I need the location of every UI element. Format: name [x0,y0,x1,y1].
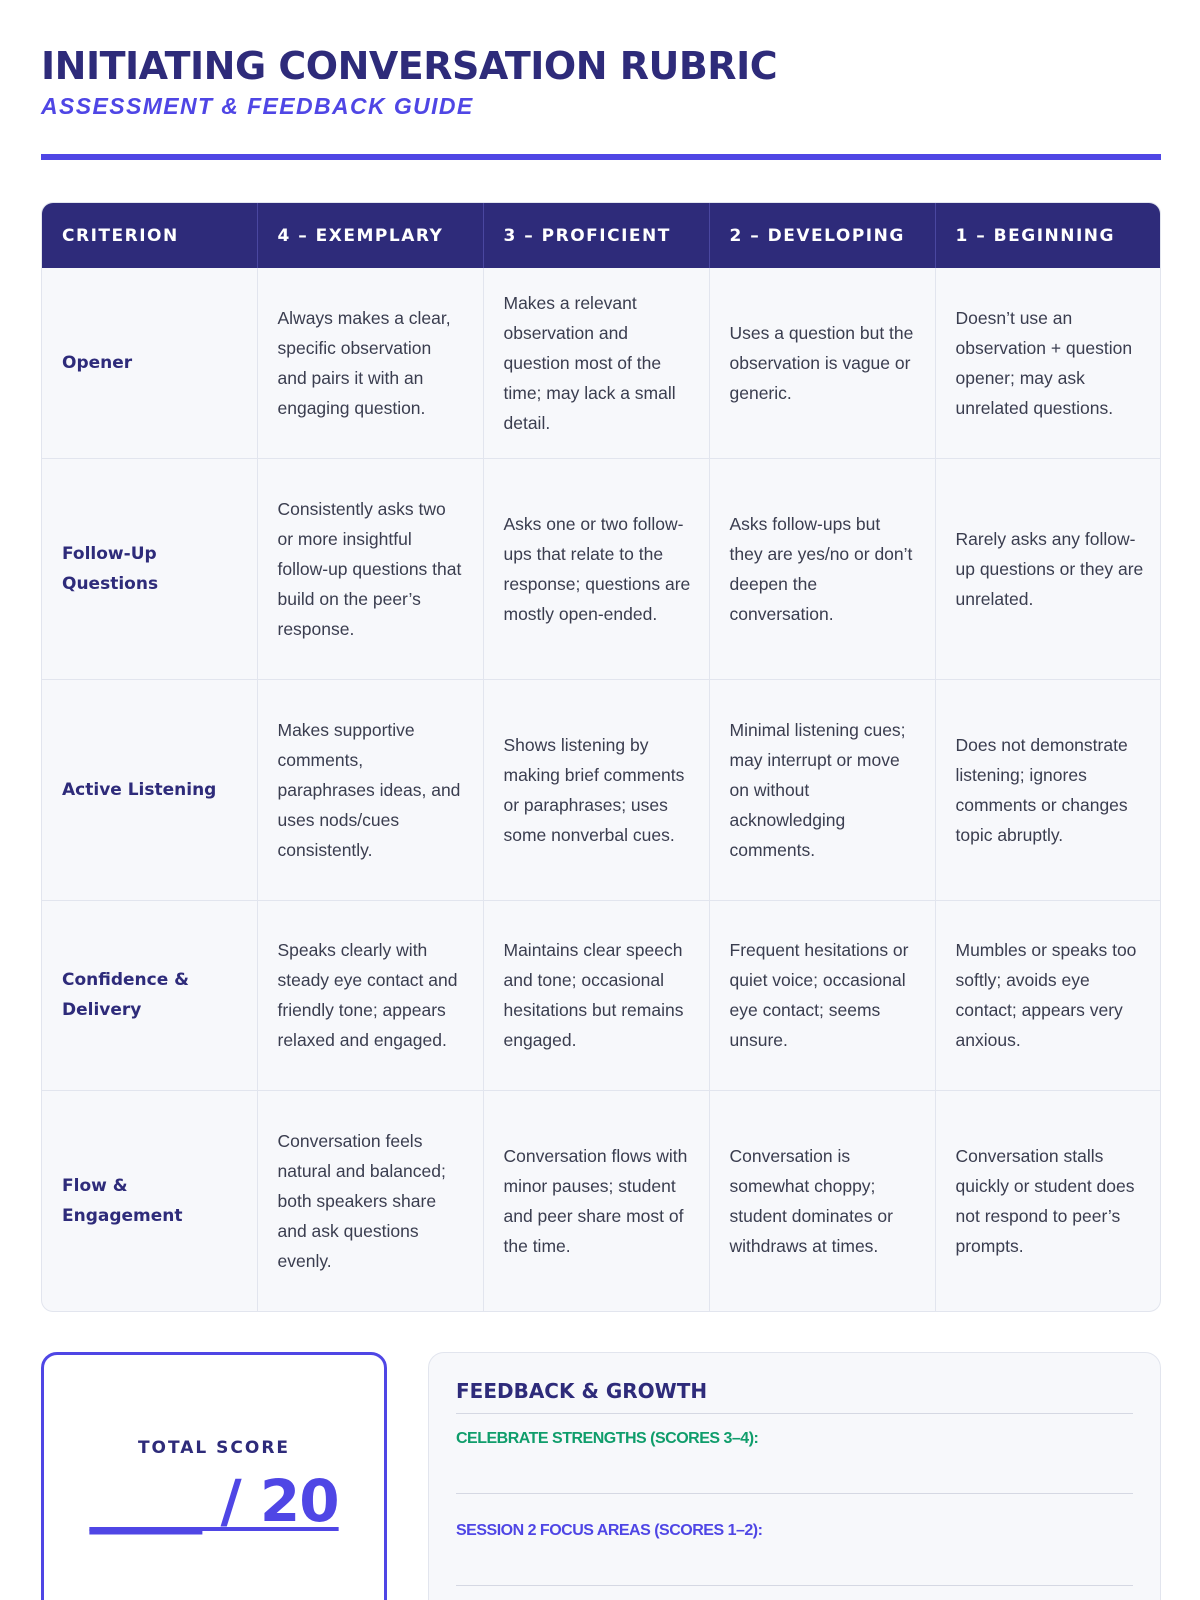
page-header [41,40,1161,120]
rubric-cell: Conversation feels natural and balanced; both speakers share and ask questions evenly. [257,1090,483,1311]
criterion-cell: Confidence & Delivery [42,900,257,1090]
rubric-cell: Does not demonstrate listening; ignores comments or changes topic abruptly. [935,679,1161,900]
rubric-cell: Minimal listening cues; may interrupt or move on without acknowledging comments. [709,679,935,900]
rubric-cell: Shows listening by making brief comments or paraphrases; uses some nonverbal cues. [483,679,709,900]
feedback-panel [428,1352,1161,1600]
rubric-cell: Asks follow-ups but they are yes/no or don’t deepen the conversation. [709,458,935,679]
total-score-card [41,1352,387,1600]
rubric-cell: Conversation is somewhat choppy; student dominates or withdraws at times. [709,1090,935,1311]
total-score-label: TOTAL SCORE [137,1438,291,1458]
column-header-developing: 2 – DEVELOPING [709,203,935,268]
focus-areas-section [456,1494,1133,1586]
column-header-beginning: 1 – BEGINNING [935,203,1161,268]
rubric-header-row [42,203,1161,268]
page-subtitle: ASSESSMENT & FEEDBACK GUIDE [41,93,474,119]
rubric-cell: Doesn’t use an observation + question opener; may ask unrelated questions. [955,307,1133,418]
rubric-cell: Speaks clearly with steady eye contact and friendly tone; appears relaxed and engaged. [257,900,483,1090]
header-divider [41,154,1161,160]
criterion-cell: Opener [42,268,257,458]
column-header-exemplary: 4 – EXEMPLARY [257,203,483,268]
rubric-cell: Mumbles or speaks too softly; avoids eye contact; appears very anxious. [935,900,1161,1090]
table-row [42,679,1161,900]
table-row [42,268,1161,458]
table-row [42,900,1161,1090]
table-row [42,1090,1161,1311]
column-header-proficient: 3 – PROFICIENT [483,203,709,268]
rubric-cell: Frequent hesitations or quiet voice; occasional eye contact; seems unsure. [709,900,935,1090]
rubric-cell: Always makes a clear, specific observation and pairs it with an engaging question. [257,268,483,458]
total-score-value: ____ / 20 [89,1467,339,1535]
criterion-cell: Follow-Up Questions [42,458,257,679]
rubric-cell: Conversation flows with minor pauses; student and peer share most of the time. [483,1090,709,1311]
page-title: INITIATING CONVERSATION RUBRIC [41,44,778,88]
rubric-cell: Makes a relevant observation and question most of the time; may lack a small detail. [483,268,709,458]
feedback-title: FEEDBACK & GROWTH [456,1379,1133,1414]
rubric-cell: Maintains clear speech and tone; occasional hesitations but remains engaged. [483,900,709,1090]
rubric-cell: Rarely asks any follow-up questions or they are unrelated. [935,458,1161,679]
strengths-section [456,1414,1133,1494]
strengths-label: CELEBRATE STRENGTHS (SCORES 3–4): [456,1430,759,1447]
rubric-table [41,202,1161,1312]
rubric-cell: Conversation stalls quickly or student does not respond to peer’s prompts. [935,1090,1161,1311]
rubric-cell: Consistently asks two or more insightful follow-up questions that build on the peer’s response. [257,458,483,679]
criterion-cell: Active Listening [42,679,257,900]
rubric-cell: Asks one or two follow-ups that relate to the response; questions are mostly open-ended. [483,458,709,679]
focus-areas-label: SESSION 2 FOCUS AREAS (SCORES 1–2): [456,1522,763,1539]
column-header-criterion: CRITERION [42,203,257,268]
rubric-cell: Uses a question but the observation is vague or generic. [709,268,935,458]
table-row [42,458,1161,679]
rubric-cell: Makes supportive comments, paraphrases ideas, and uses nods/cues consistently. [257,679,483,900]
criterion-cell: Flow & Engagement [42,1090,257,1311]
